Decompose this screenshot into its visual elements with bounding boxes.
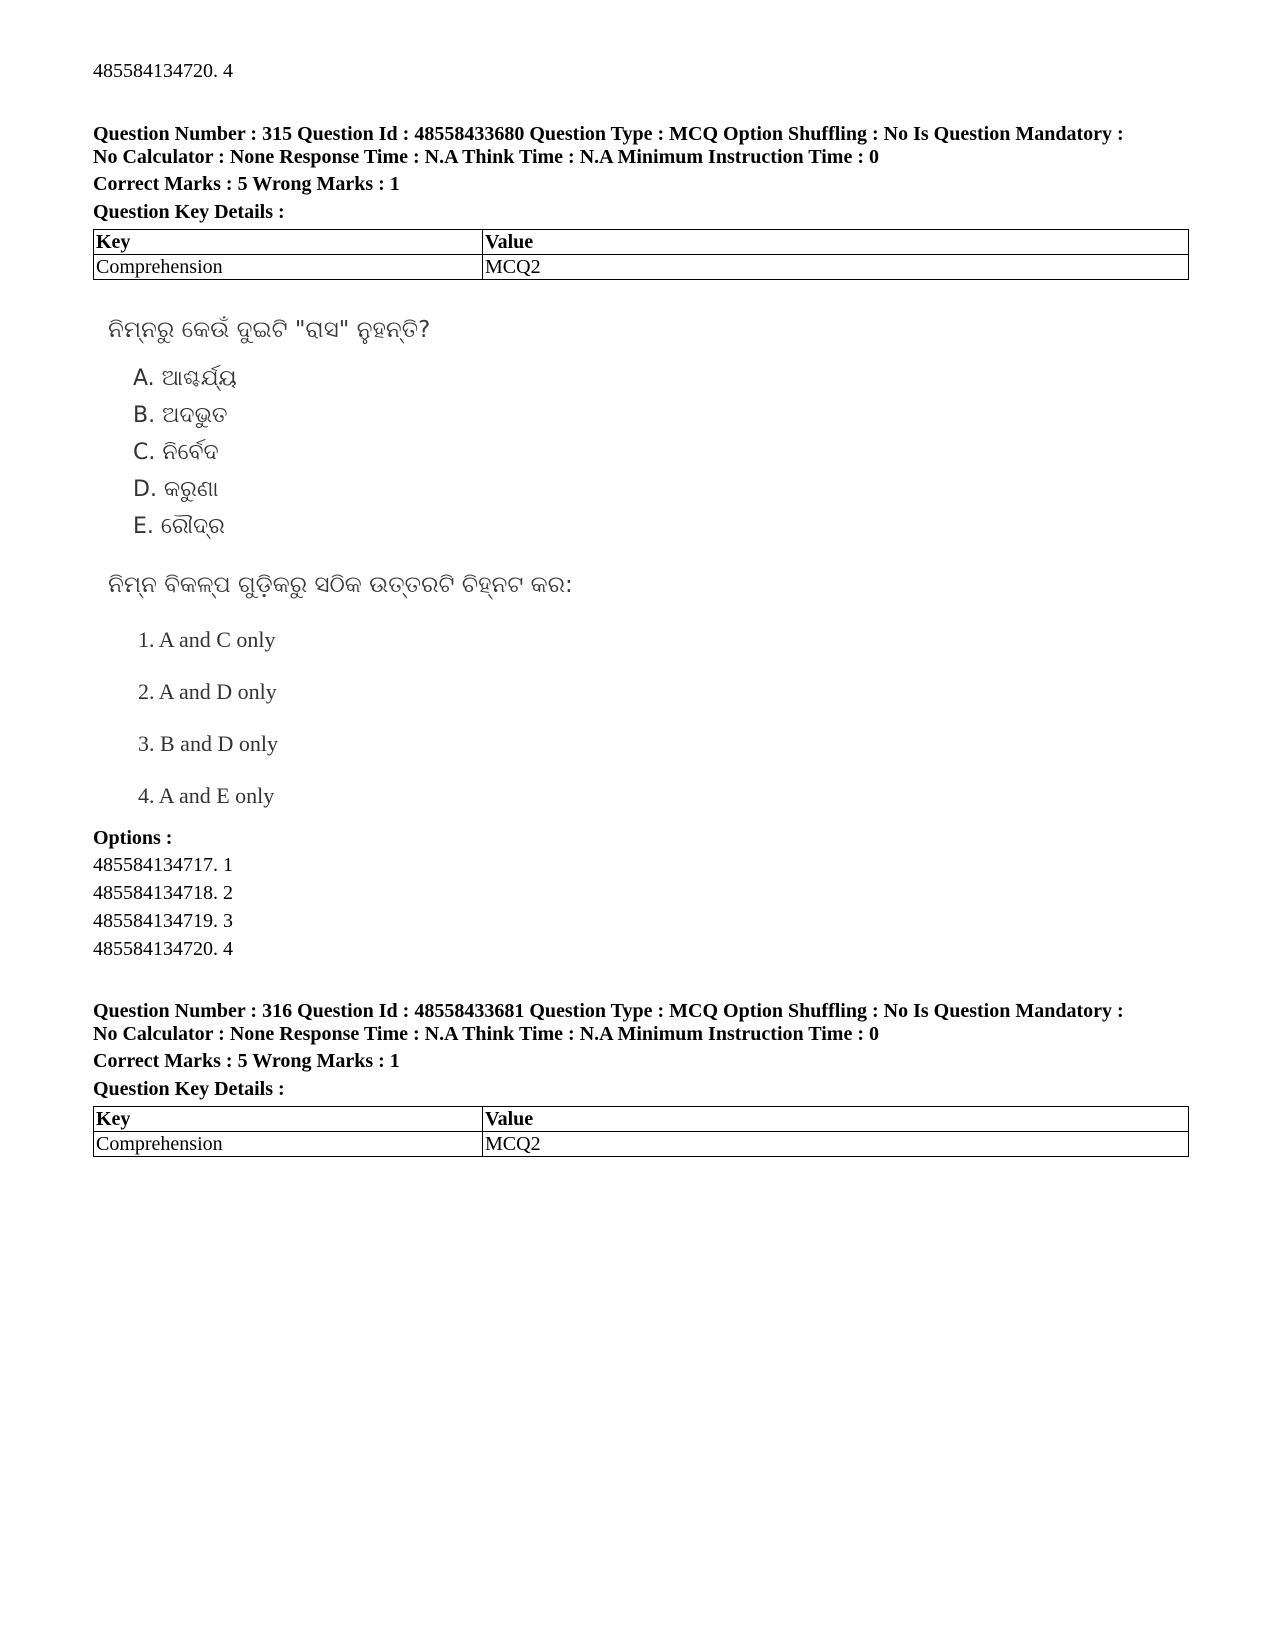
- q316-key-table-wrap: [93, 1106, 1189, 1157]
- table-cell-key: Comprehension: [94, 1132, 483, 1157]
- option-line-1: 485584134717. 1: [93, 854, 233, 876]
- option-line-2: 485584134718. 2: [93, 882, 233, 904]
- table-header-value: Value: [483, 230, 1189, 255]
- statement-b: B. ଅଦଭୁତ: [133, 403, 228, 428]
- table-cell-value: MCQ2: [483, 1132, 1189, 1157]
- table-row: [94, 1132, 1189, 1157]
- statement-d: D. କରୁଣା: [133, 477, 219, 502]
- table-header-row: [94, 230, 1189, 255]
- choice-4: 4. A and E only: [138, 783, 275, 808]
- statement-e: E. ରୌଦ୍ର: [133, 514, 225, 539]
- choice-2: 2. A and D only: [138, 679, 277, 704]
- q315-key-table: [93, 229, 1189, 280]
- table-header-key: Key: [94, 230, 483, 255]
- table-row: [94, 255, 1189, 280]
- table-cell-value: MCQ2: [483, 255, 1189, 280]
- options-label: Options :: [93, 827, 173, 849]
- table-cell-key: Comprehension: [94, 255, 483, 280]
- q316-marks: Correct Marks : 5 Wrong Marks : 1: [93, 1050, 400, 1072]
- q316-key-table: [93, 1106, 1189, 1157]
- table-header-key: Key: [94, 1107, 483, 1132]
- q315-key-details-label: Question Key Details :: [93, 201, 285, 223]
- q315-key-table-wrap: [93, 229, 1189, 280]
- q316-meta-line2: No Calculator : None Response Time : N.A Think Time : N.A Minimum Instruction Time : 0: [93, 1023, 879, 1045]
- q316-meta-line1: Question Number : 316 Question Id : 48558433681 Question Type : MCQ Option Shuffling : No Is Question Mandatory :: [93, 1000, 1124, 1022]
- instruction-text: ନିମ୍ନ ବିକଳ୍ପ ଗୁଡ଼ିକରୁ ସଠିକ ଉତ୍ତରଟି ଚିହ୍ନଟ କର:: [108, 572, 573, 598]
- q316-key-details-label: Question Key Details :: [93, 1078, 285, 1100]
- option-line-3: 485584134719. 3: [93, 910, 233, 932]
- q315-meta-line1: Question Number : 315 Question Id : 48558433680 Question Type : MCQ Option Shuffling : No Is Question Mandatory :: [93, 123, 1124, 145]
- table-header-row: [94, 1107, 1189, 1132]
- option-line-4: 485584134720. 4: [93, 938, 233, 960]
- statement-a: A. ଆଶ୍ଚର୍ଯ୍ୟ: [133, 366, 237, 391]
- table-header-value: Value: [483, 1107, 1189, 1132]
- q315-marks: Correct Marks : 5 Wrong Marks : 1: [93, 173, 400, 195]
- question-text: ନିମ୍ନରୁ କେଉଁ ଦୁଇଟି "ରାସ" ନୁହନ୍ତି?: [108, 317, 431, 343]
- choice-1: 1. A and C only: [138, 627, 276, 652]
- choice-3: 3. B and D only: [138, 731, 278, 756]
- previous-option-line: 485584134720. 4: [93, 60, 233, 82]
- q315-meta-line2: No Calculator : None Response Time : N.A Think Time : N.A Minimum Instruction Time : 0: [93, 146, 879, 168]
- statement-c: C. ନିର୍ବେଦ: [133, 440, 219, 465]
- question-image: [108, 305, 573, 845]
